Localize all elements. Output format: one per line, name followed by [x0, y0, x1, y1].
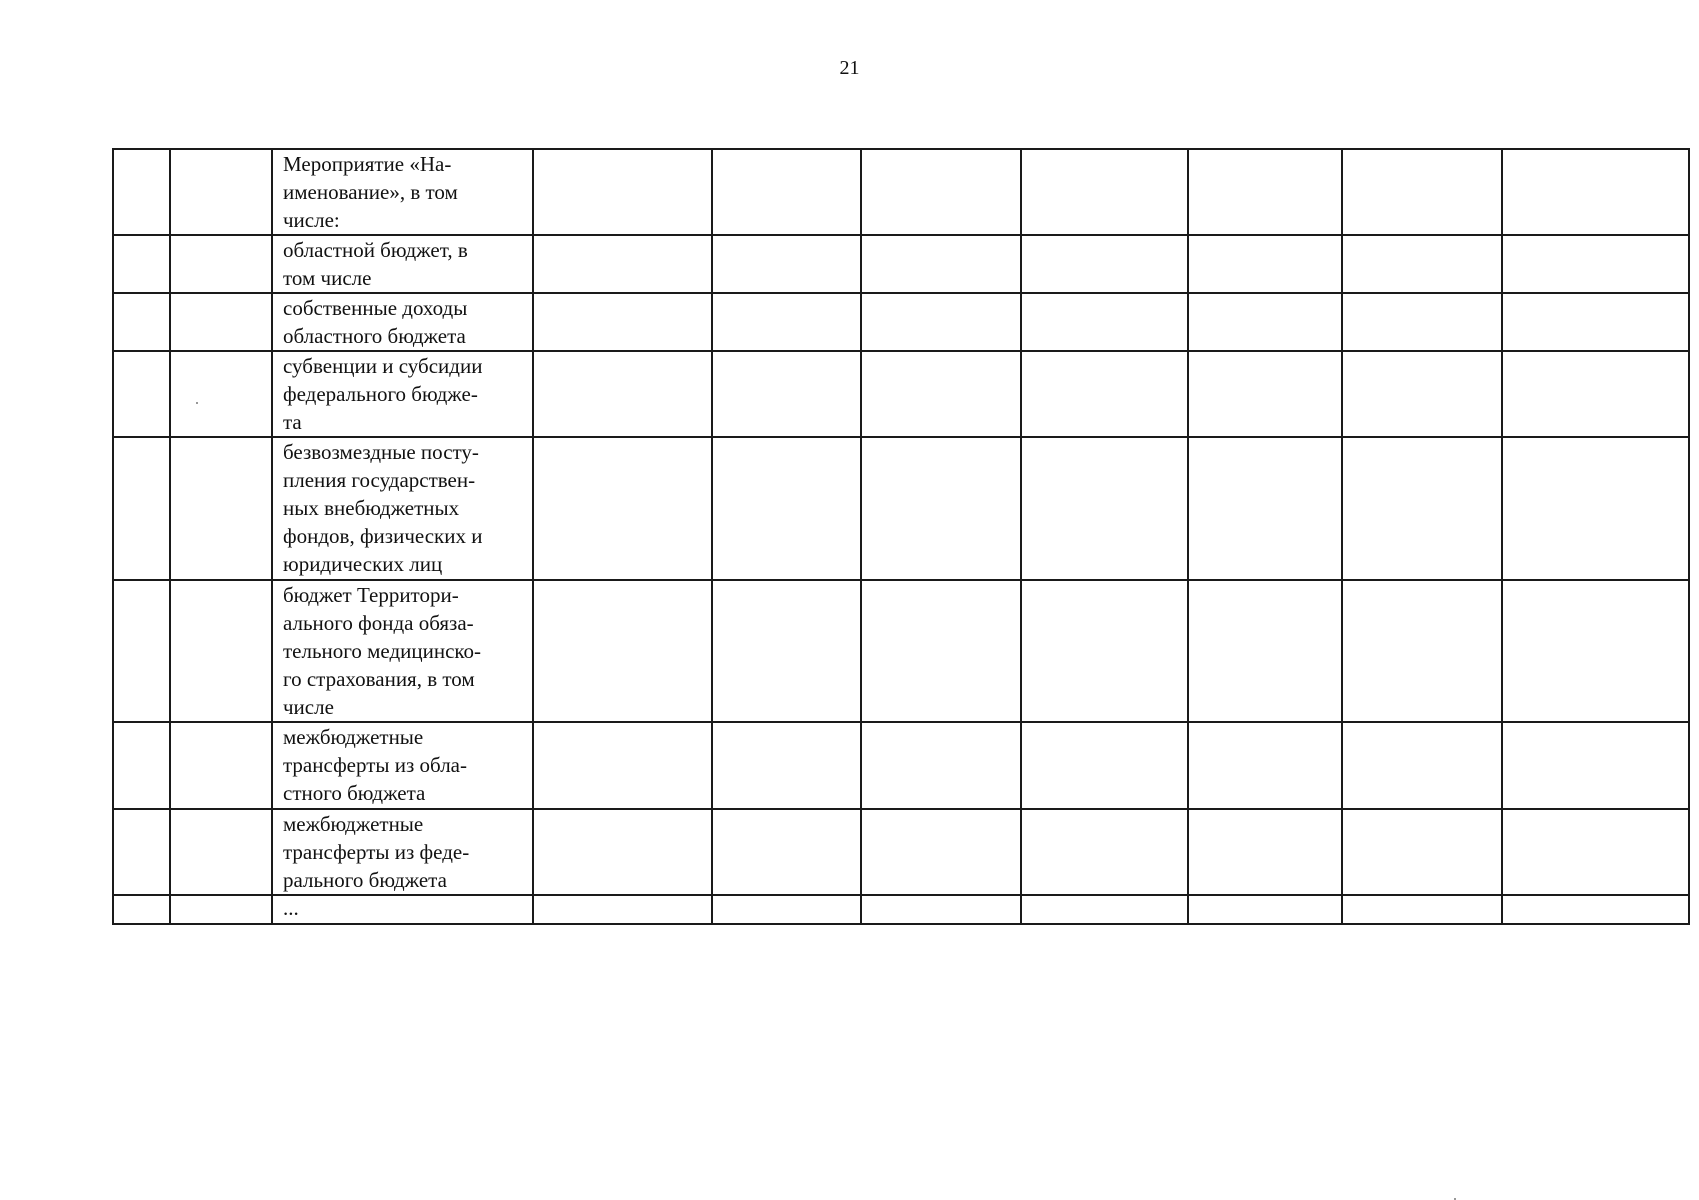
value-cell	[533, 580, 712, 722]
value-cell	[861, 809, 1021, 895]
scan-speck	[196, 402, 198, 404]
number-cell	[113, 437, 170, 580]
value-cell	[712, 351, 861, 437]
value-cell	[1502, 351, 1689, 437]
row-label: межбюджетные трансферты из обла- стного бюджета	[272, 722, 533, 809]
code-cell	[170, 437, 272, 580]
value-cell	[1342, 895, 1502, 924]
number-cell	[113, 809, 170, 895]
row-label: Мероприятие «На- именование», в том числе:	[272, 149, 533, 235]
row-label: межбюджетные трансферты из феде- рального бюджета	[272, 809, 533, 895]
value-cell	[1021, 580, 1188, 722]
row-label: областной бюджет, в том числе	[272, 235, 533, 293]
value-cell	[861, 351, 1021, 437]
value-cell	[1021, 437, 1188, 580]
value-cell	[1188, 437, 1342, 580]
value-cell	[712, 580, 861, 722]
value-cell	[533, 895, 712, 924]
value-cell	[1188, 149, 1342, 235]
value-cell	[712, 235, 861, 293]
number-cell	[113, 895, 170, 924]
value-cell	[1021, 895, 1188, 924]
value-cell	[1342, 149, 1502, 235]
row-label: собственные доходы областного бюджета	[272, 293, 533, 351]
value-cell	[533, 351, 712, 437]
code-cell	[170, 722, 272, 809]
value-cell	[1502, 722, 1689, 809]
code-cell	[170, 895, 272, 924]
value-cell	[861, 235, 1021, 293]
table-row	[113, 437, 1689, 580]
value-cell	[533, 149, 712, 235]
value-cell	[1502, 149, 1689, 235]
value-cell	[1502, 809, 1689, 895]
value-cell	[1021, 809, 1188, 895]
value-cell	[1342, 722, 1502, 809]
value-cell	[712, 149, 861, 235]
value-cell	[1188, 293, 1342, 351]
funding-table	[112, 148, 1690, 925]
value-cell	[861, 293, 1021, 351]
value-cell	[1342, 809, 1502, 895]
value-cell	[1188, 351, 1342, 437]
table-row	[113, 580, 1689, 722]
table-row	[113, 235, 1689, 293]
value-cell	[1342, 351, 1502, 437]
value-cell	[1502, 235, 1689, 293]
code-cell	[170, 351, 272, 437]
table-row	[113, 351, 1689, 437]
table-row	[113, 722, 1689, 809]
code-cell	[170, 235, 272, 293]
row-label: бюджет Территори- ального фонда обяза- тельного медицинско- го страхования, в том числе	[272, 580, 533, 722]
value-cell	[533, 437, 712, 580]
number-cell	[113, 722, 170, 809]
value-cell	[712, 895, 861, 924]
value-cell	[861, 149, 1021, 235]
value-cell	[1342, 580, 1502, 722]
number-cell	[113, 149, 170, 235]
value-cell	[1188, 809, 1342, 895]
value-cell	[861, 722, 1021, 809]
value-cell	[533, 293, 712, 351]
value-cell	[861, 580, 1021, 722]
value-cell	[861, 437, 1021, 580]
value-cell	[712, 809, 861, 895]
value-cell	[861, 895, 1021, 924]
value-cell	[1502, 580, 1689, 722]
value-cell	[712, 437, 861, 580]
number-cell	[113, 580, 170, 722]
value-cell	[1021, 722, 1188, 809]
value-cell	[1188, 580, 1342, 722]
value-cell	[533, 235, 712, 293]
page-number: 21	[839, 57, 860, 79]
table-row	[113, 809, 1689, 895]
value-cell	[1342, 293, 1502, 351]
value-cell	[1342, 235, 1502, 293]
value-cell	[1502, 293, 1689, 351]
value-cell	[1342, 437, 1502, 580]
table-row	[113, 149, 1689, 235]
value-cell	[533, 809, 712, 895]
code-cell	[170, 580, 272, 722]
code-cell	[170, 149, 272, 235]
value-cell	[1021, 293, 1188, 351]
code-cell	[170, 293, 272, 351]
number-cell	[113, 293, 170, 351]
table-body	[113, 149, 1689, 924]
value-cell	[1188, 235, 1342, 293]
number-cell	[113, 235, 170, 293]
table-row	[113, 293, 1689, 351]
value-cell	[1021, 351, 1188, 437]
number-cell	[113, 351, 170, 437]
value-cell	[533, 722, 712, 809]
value-cell	[1188, 895, 1342, 924]
value-cell	[1021, 235, 1188, 293]
row-label: субвенции и субсидии федерального бюдже- та	[272, 351, 533, 437]
row-label: безвозмездные посту- пления государствен- ных внебюджетных фондов, физических и юридических лиц	[272, 437, 533, 580]
value-cell	[1188, 722, 1342, 809]
value-cell	[1502, 437, 1689, 580]
table-row	[113, 895, 1689, 924]
code-cell	[170, 809, 272, 895]
value-cell	[1021, 149, 1188, 235]
value-cell	[712, 722, 861, 809]
value-cell	[1502, 895, 1689, 924]
value-cell	[712, 293, 861, 351]
row-label: ...	[272, 895, 533, 924]
